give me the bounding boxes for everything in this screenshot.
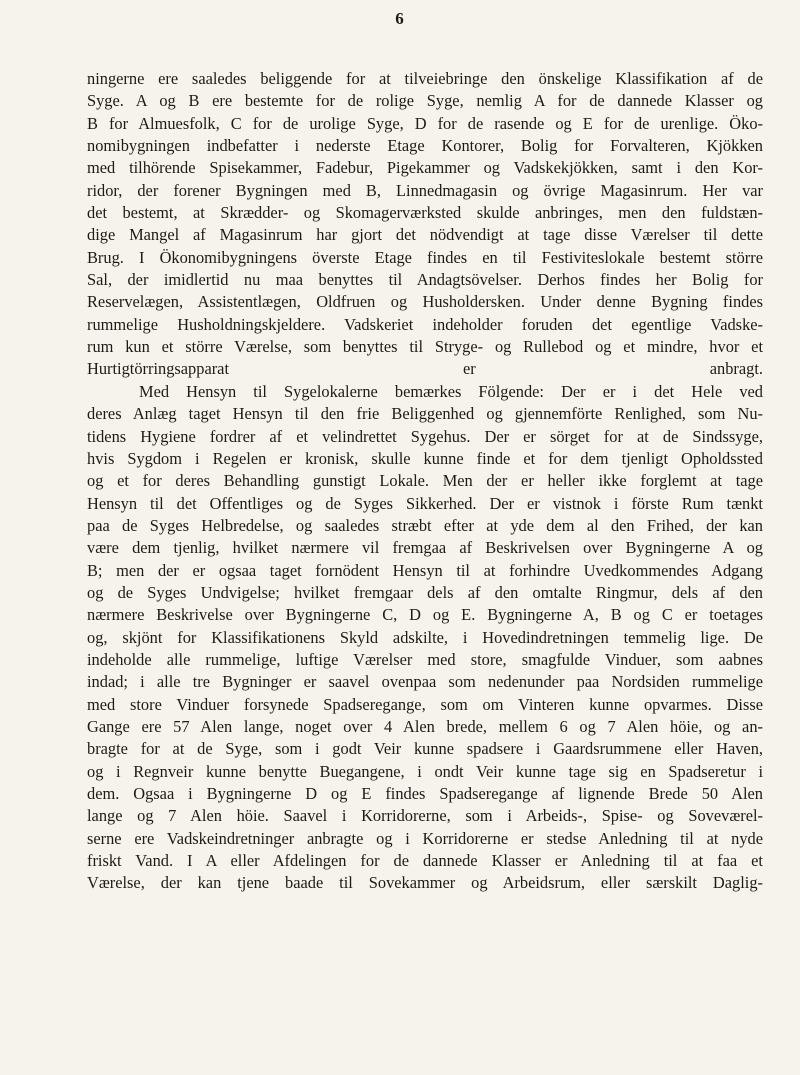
text-line: tidens Hygiene fordrer af et velindrettet Sygehus. Der er sörget for at de Sindssyge, [87,426,763,446]
text-line: deres Anlæg taget Hensyn til den frie Beliggenhed og gjennemförte Renlighed, som Nu- [87,404,763,424]
text-line: nomibygningen indbefatter i nederste Etage Kontorer, Bolig for Forvalteren, Kjökken [87,136,763,156]
text-line: og de Syges Undvigelse; hvilket fremgaar dels af den omtalte Ringmur, dels af den [87,582,763,602]
text-line: nærmere Beskrivelse over Bygningerne C, D og E. Bygningerne A, B og C er toetages [87,605,763,625]
paragraph [87,381,763,895]
text-line: B; men der er ogsaa taget fornödent Hensyn til at forhindre Uvedkommendes Adgang [87,560,763,580]
text-line: rummelige Husholdningskjeldere. Vadskeriet indeholder foruden det egentlige Vadske- [87,314,763,334]
body-text [87,68,763,895]
text-line: lange og 7 Alen höie. Saavel i Korridorerne, som i Arbeids-, Spise- og Soveværel- [87,806,763,826]
text-line: rum kun et större Værelse, som benyttes til Stryge- og Rullebod og et mindre, hvor et [87,337,763,357]
text-line: Med Hensyn til Sygelokalerne bemærkes Fölgende: Der er i det Hele ved [139,381,763,401]
text-line: indad; i alle tre Bygninger er saavel ovenpaa som nedenunder paa Nordsiden rummelige [87,672,763,692]
text-line: det bestemt, at Skrædder- og Skomagerværksted skulde anbringes, men den fuldstæn- [87,203,763,223]
text-line: indeholde alle rummelige, luftige Værelser med store, smagfulde Vinduer, som aabnes [87,649,763,669]
text-line: Værelse, der kan tjene baade til Sovekammer og Arbeidsrum, eller særskilt Daglig- [87,873,763,893]
paragraph [87,68,763,381]
text-line: bragte for at de Syge, som i godt Veir kunne spadsere i Gaardsrummene eller Haven, [87,739,763,759]
text-line: dem. Ogsaa i Bygningerne D og E findes Spadseregange af lignende Brede 50 Alen [87,784,763,803]
text-line: Sal, der imidlertid nu maa benyttes til Andagtsövelser. Derhos findes her Bolig for [87,270,763,290]
text-line: med store Vinduer forsynede Spadseregange, som om Vinteren kunne opvarmes. Disse [87,694,763,714]
text-line: med tilhörende Spisekammer, Fadebur, Pigekammer og Vadskekjökken, samt i den Kor- [87,158,763,178]
text-line: dige Mangel af Magasinrum har gjort det nödvendigt at tage disse Værelser til dette [87,225,763,245]
text-line: Hensyn til det Offentliges og de Syges Sikkerhed. Der er vistnok i förste Rum tænkt [87,493,763,513]
text-line: Gange ere 57 Alen lange, noget over 4 Alen brede, mellem 6 og 7 Alen höie, og an- [87,716,763,736]
text-line: og, skjönt for Klassifikationens Skyld adskilte, i Hovedindretningen temmelig lige. De [87,627,763,647]
text-line: Hurtigtörringsapparat er anbragt. [87,359,763,379]
text-line: Brug. I Ökonomibygningens överste Etage findes en til Festiviteslokale bestemt större [87,247,763,267]
text-line: Syge. A og B ere bestemte for de rolige Syge, nemlig A for de dannede Klasser og [87,91,763,111]
text-line: og i Regnveir kunne benytte Buegangene, i ondt Veir kunne tage sig en Spadseretur i [87,761,763,781]
text-line: ningerne ere saaledes beliggende for at tilveiebringe den önskelige Klassifikation af de [87,69,763,88]
text-line: hvis Sygdom i Regelen er kronisk, skulle kunne finde et for dem tjenligt Opholdssted [87,448,763,468]
text-line: være dem tjenlig, hvilket nærmere vil fremgaa af Beskrivelsen over Bygningerne A og [87,538,763,558]
text-line: friskt Vand. I A eller Afdelingen for de dannede Klasser er Anledning til at faa et [87,851,763,871]
text-line: Reservelægen, Assistentlægen, Oldfruen og Husholdersken. Under denne Bygning findes [87,292,763,312]
text-line: B for Almuesfolk, C for de urolige Syge, D for de rasende og E for de urenlige. Öko- [87,113,763,133]
page-number: 6 [395,9,405,28]
text-line: ridor, der forener Bygningen med B, Linnedmagasin og övrige Magasinrum. Her var [87,180,763,200]
text-line: paa de Syges Helbredelse, og saaledes stræbt efter at yde dem al den Frihed, der kan [87,515,763,535]
text-line: og et for deres Behandling gunstigt Lokale. Men der er heller ikke forglemt at tage [87,471,763,491]
text-line: serne ere Vadskeindretninger anbragte og i Korridorerne er stedse Anledning til at nyde [87,828,763,848]
